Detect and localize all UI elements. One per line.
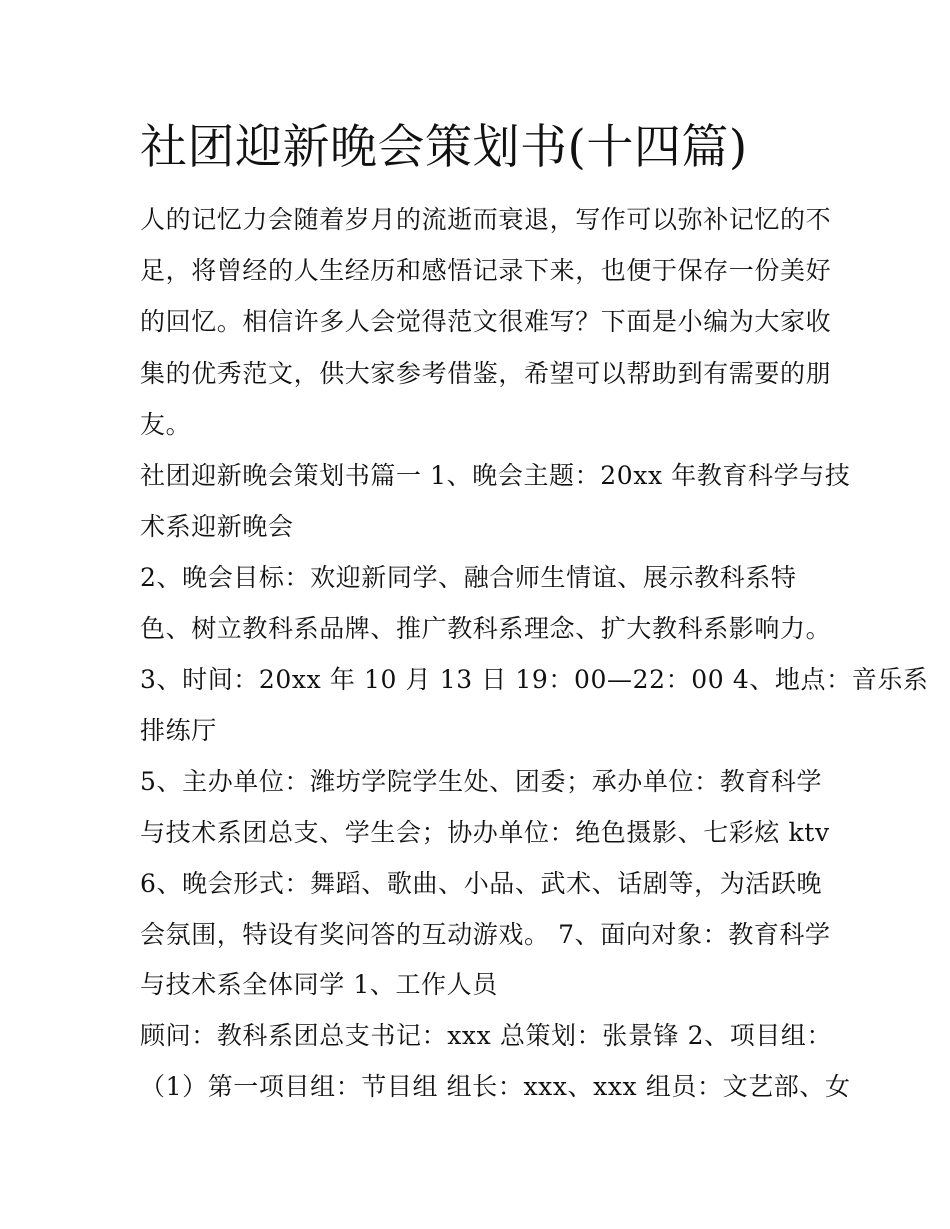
body-line: 顾问：教科系团总支书记：xxx 总策划：张景锋 2、项目组： xyxy=(140,1021,833,1050)
body-line: 友。 xyxy=(140,410,192,439)
body-line: 社团迎新晚会策划书篇一 1、晚会主题：20xx 年教育科学与技 xyxy=(140,461,851,490)
body-line: 会氛围，特设有奖问答的互动游戏。 7、面向对象：教育科学 xyxy=(140,920,831,949)
body-line: 的回忆。相信许多人会觉得范文很难写？下面是小编为大家收 xyxy=(140,307,832,336)
body-line: 人的记忆力会随着岁月的流逝而衰退，写作可以弥补记忆的不 xyxy=(140,205,832,234)
body-line: 与技术系全体同学 1、工作人员 xyxy=(140,970,498,999)
body-line: 3、时间：20xx 年 10 月 13 日 19：00—22：00 4、地点：音乐系 xyxy=(140,665,929,694)
body-line: 色、树立教科系品牌、推广教科系理念、扩大教科系影响力。 xyxy=(140,614,832,643)
document-title: 社团迎新晚会策划书(十四篇) xyxy=(140,120,748,175)
body-line: 术系迎新晚会 xyxy=(140,512,294,541)
body-line: 5、主办单位：潍坊学院学生处、团委；承办单位：教育科学 xyxy=(140,767,823,796)
body-line: 2、晚会目标：欢迎新同学、融合师生情谊、展示教科系特 xyxy=(140,563,797,592)
body-line: 与技术系团总支、学生会；协办单位：绝色摄影、七彩炫 ktv xyxy=(140,818,830,847)
body-line: 排练厅 xyxy=(140,716,217,745)
body-line: 足，将曾经的人生经历和感悟记录下来，也便于保存一份美好 xyxy=(140,256,832,285)
body-line: （1）第一项目组：节目组 组长：xxx、xxx 组员：文艺部、女 xyxy=(140,1072,851,1101)
body-line: 集的优秀范文，供大家参考借鉴，希望可以帮助到有需要的朋 xyxy=(140,359,832,388)
body-line: 6、晚会形式：舞蹈、歌曲、小品、武术、话剧等，为活跃晚 xyxy=(140,869,823,898)
